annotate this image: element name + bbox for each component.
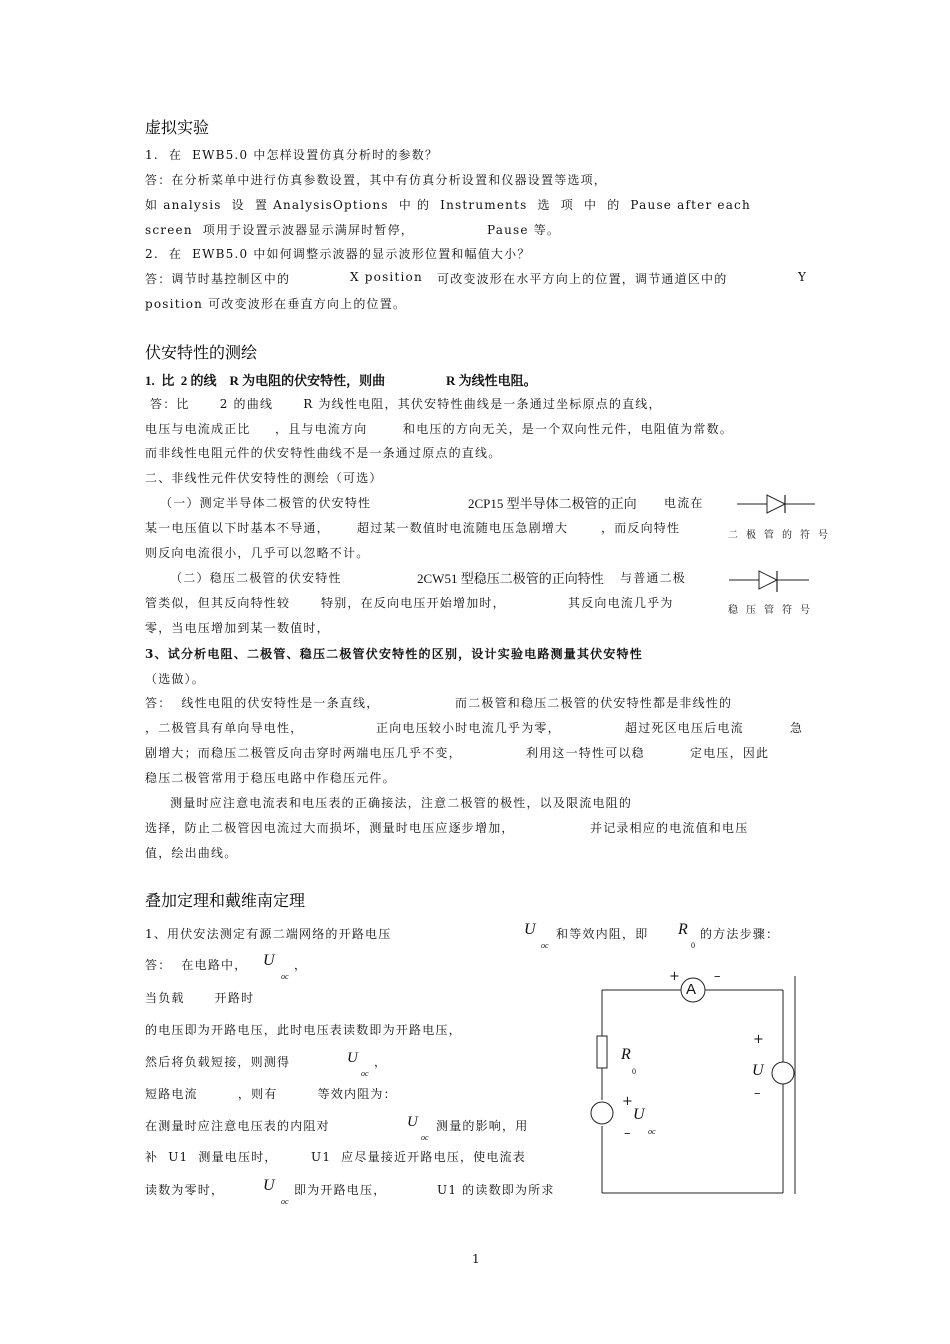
section-heading-virtual: 虚拟实验	[145, 118, 210, 137]
paragraph-line: 其反向电流几乎为	[568, 596, 674, 610]
paragraph-line: 二、非线性元件伏安特性的测绘（可选）	[145, 471, 383, 485]
paragraph-line: R 为线性电阻。	[446, 373, 537, 388]
paragraph-line: Pause 等。	[487, 223, 561, 237]
paragraph-line: 答：比 2 的曲线 R 为线性电阻，其伏安特性曲线是一条通过坐标原点的直线，	[145, 397, 662, 411]
circuit-r0-subscript: 0	[632, 1067, 636, 1076]
symbol-subscript: oc	[421, 1133, 429, 1142]
paragraph-line: 1、用伏安法测定有源二端网络的开路电压	[145, 927, 392, 941]
paragraph-line: 然后将负载短接，则测得	[145, 1055, 291, 1069]
paragraph-line: 和等效内阻，即	[556, 927, 649, 941]
symbol-subscript: 0	[691, 941, 695, 950]
paragraph-line: 当负载 开路时	[145, 991, 255, 1005]
source-plus: +	[622, 1094, 633, 1109]
symbol-subscript: oc	[541, 941, 549, 950]
paragraph-line: 短路电流 ，则有 等效内阻为：	[145, 1087, 397, 1101]
paragraph-line: 电压与电流成正比	[145, 422, 251, 436]
right-source-minus: –	[754, 1086, 761, 1101]
page-number: 1	[472, 1252, 480, 1266]
paragraph-line: 利用这一特性可以稳	[526, 746, 645, 760]
paragraph-line: 某一电压值以下时基本不导通，	[145, 521, 330, 535]
paragraph-line: 值，绘出曲线。	[145, 846, 238, 860]
paragraph-line: 的方法步骤：	[700, 927, 780, 941]
paragraph-line: ，且与电流方向	[275, 422, 368, 436]
ammeter-minus: –	[714, 969, 721, 984]
paragraph-line: Y	[798, 270, 808, 284]
paragraph-line: 测量的影响，用	[436, 1119, 529, 1133]
circuit-uoc-label: U	[633, 1106, 645, 1123]
zener-symbol-figure	[727, 568, 812, 596]
voltage-source-uoc-icon	[591, 1102, 613, 1124]
ammeter-label: A	[686, 981, 697, 998]
zener-caption: 稳压管符号	[728, 605, 818, 616]
symbol-u: U	[263, 952, 275, 969]
symbol-subscript: oc	[281, 1197, 289, 1206]
paragraph-line: X position	[350, 270, 423, 284]
diode-symbol-figure	[735, 492, 820, 520]
paragraph-line: position 可改变波形在垂直方向上的位置。	[145, 297, 407, 311]
paragraph-line: 管类似，但其反向特性较	[145, 596, 291, 610]
symbol-u: U	[263, 1177, 275, 1194]
paragraph-line: 可改变波形在水平方向上的位置，调节通道区中的	[437, 272, 728, 286]
paragraph-line: 在测量时应注意电压表的内阻对	[145, 1119, 330, 1133]
paragraph-line: 2CW51 型稳压二极管的正向特性	[417, 571, 604, 586]
paragraph-line: 答： 在电路中，	[145, 958, 248, 972]
section-heading-va: 伏安特性的测绘	[145, 343, 258, 362]
right-source-plus: +	[753, 1032, 764, 1047]
paragraph-line: 而二极管和稳压二极管的伏安特性都是非线性的	[455, 696, 733, 710]
paragraph-line: 选择，防止二极管因电流过大而损坏，测量时电压应逐步增加，	[145, 821, 515, 835]
paragraph-line: 并记录相应的电流值和电压	[590, 821, 749, 835]
paragraph-line: 即为开路电压，	[294, 1183, 387, 1197]
symbol-r: R	[678, 921, 688, 938]
paragraph-line: 答： 线性电阻的伏安特性是一条直线，	[145, 696, 380, 710]
circuit-r0-label: R	[621, 1046, 631, 1063]
paragraph-line: 1. 在 EWB5.0 中怎样设置仿真分析时的参数？	[145, 148, 439, 162]
paragraph-line: 测量时应注意电流表和电压表的正确接法，注意二极管的极性，以及限流电阻的	[145, 796, 633, 810]
paragraph-line: ，	[374, 1055, 388, 1069]
paragraph-line: 剧增大；而稳压二极管反向击穿时两端电压几乎不变，	[145, 746, 462, 760]
circuit-uoc-subscript: oc	[648, 1127, 656, 1136]
paragraph-line: ，二极管具有单向导电性，	[145, 721, 304, 735]
paragraph-line: ，	[294, 958, 308, 972]
section-heading-thevenin: 叠加定理和戴维南定理	[145, 891, 306, 910]
paragraph-line: 超过某一数值时电流随电压急剧增大	[357, 521, 569, 535]
paragraph-line: 1. 比 2 的线 R 为电阻的伏安特性，则曲	[145, 373, 386, 388]
paragraph-line: 2CP15 型半导体二极管的正向	[468, 496, 637, 511]
voltage-source-u-icon	[772, 1062, 794, 1084]
circuit-u-label: U	[752, 1062, 764, 1079]
source-minus: –	[624, 1126, 631, 1141]
paragraph-line: 正向电压较小时电流几乎为零，	[376, 721, 561, 735]
symbol-subscript: oc	[361, 1069, 369, 1078]
ammeter-plus: +	[669, 969, 680, 984]
symbol-u: U	[407, 1114, 418, 1130]
paragraph-line: （二）稳压二极管的伏安特性	[145, 571, 342, 585]
paragraph-line: 读数为零时，	[145, 1183, 225, 1197]
paragraph-line: 超过死区电压后电流	[625, 721, 744, 735]
paragraph-line: （选做）。	[145, 672, 206, 686]
paragraph-line: 3、试分析电阻、二极管、稳压二极管伏安特性的区别，设计实验电路测量其伏安特性	[145, 647, 643, 661]
paragraph-line: 零，当电压增加到某一数值时，	[145, 621, 330, 635]
diode-caption: 二极管的符号	[728, 530, 836, 541]
paragraph-line: 稳压二极管常用于稳压电路中作稳压元件。	[145, 771, 396, 785]
paragraph-line: 补 U1 测量电压时，	[145, 1150, 278, 1164]
paragraph-line: 2. 在 EWB5.0 中如何调整示波器的显示波形位置和幅值大小？	[145, 247, 531, 261]
symbol-subscript: oc	[281, 972, 289, 981]
paragraph-line: （一）测定半导体二极管的伏安特性	[145, 496, 372, 510]
paragraph-line: 特别，在反向电压开始增加时，	[321, 596, 506, 610]
paragraph-line: 而非线性电阻元件的伏安特性曲线不是一条通过原点的直线。	[145, 446, 502, 460]
paragraph-line: 与普通二极	[620, 571, 687, 585]
paragraph-line: screen 项用于设置示波器显示满屏时暂停，	[145, 223, 414, 237]
paragraph-line: 电流在	[664, 496, 704, 510]
symbol-u: U	[524, 921, 536, 938]
paragraph-line: 的电压即为开路电压，此时电压表读数即为开路电压，	[145, 1023, 462, 1037]
paragraph-line: 答：调节时基控制区中的	[145, 272, 291, 286]
paragraph-line: 和电压的方向无关，是一个双向性元件，电阻值为常数。	[403, 422, 734, 436]
paragraph-line: U1 应尽量接近开路电压，使电流表	[311, 1150, 526, 1164]
resistor-r0-icon	[597, 1036, 607, 1068]
paragraph-line: 答：在分析菜单中进行仿真参数设置，其中有仿真分析设置和仪器设置等选项，	[145, 173, 608, 187]
paragraph-line: 急	[790, 721, 804, 735]
paragraph-line: 则反向电流很小，几乎可以忽略不计。	[145, 546, 370, 560]
paragraph-line: ，而反向特性	[601, 521, 681, 535]
paragraph-line: U1 的读数即为所求	[437, 1183, 555, 1197]
symbol-u: U	[347, 1050, 358, 1066]
paragraph-line: 定电压，因此	[690, 746, 770, 760]
paragraph-line: 如 analysis 设 置 AnalysisOptions 中 的 Instruments 选 项 中 的 Pause after each	[145, 198, 751, 212]
